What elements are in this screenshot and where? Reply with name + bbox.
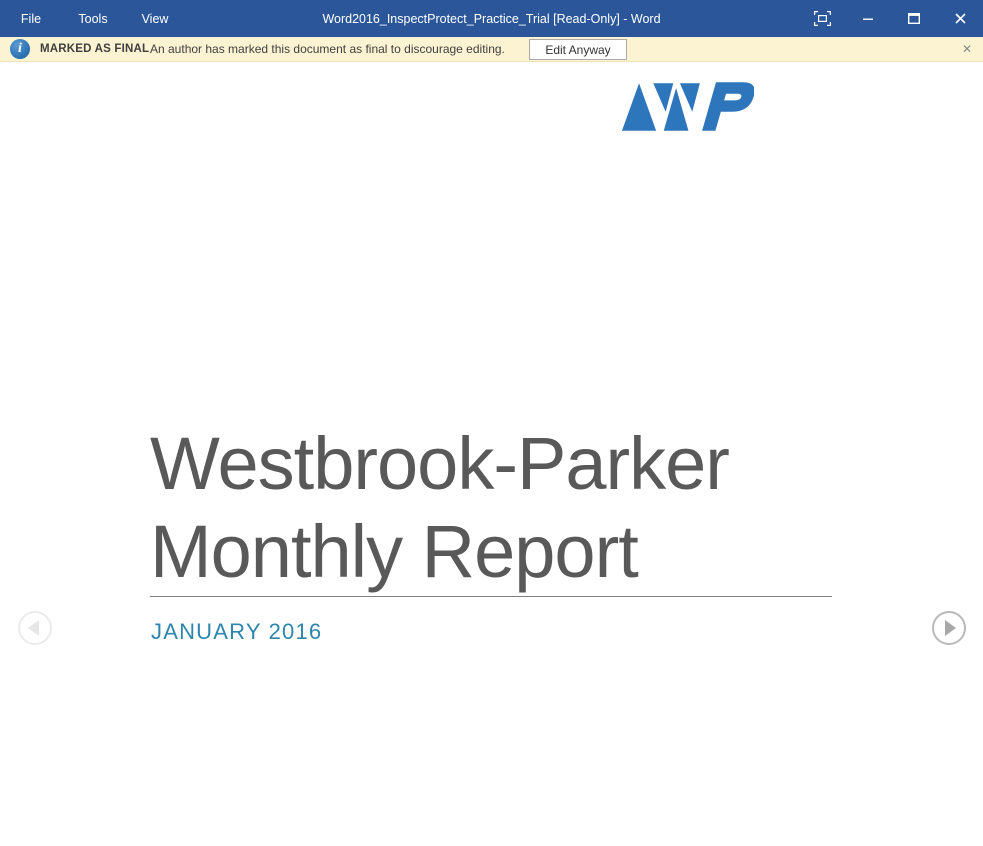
- arrow-left-icon: [28, 620, 39, 636]
- close-icon: [955, 13, 966, 24]
- arrow-right-icon: [945, 620, 956, 636]
- menu-file[interactable]: File: [20, 11, 42, 26]
- read-mode-menu: [0, 0, 186, 37]
- window-title: Word2016_InspectProtect_Practice_Trial [Read-Only] - Word: [322, 11, 661, 26]
- wp-company-logo: [621, 81, 754, 138]
- minimize-icon: [863, 14, 873, 24]
- title-bar: [0, 0, 983, 37]
- minimize-button[interactable]: [845, 0, 891, 37]
- message-bar-text: An author has marked this document as final to discourage editing.: [150, 42, 505, 56]
- window-controls: [799, 0, 983, 37]
- auto-hide-ribbon-button[interactable]: [799, 0, 845, 37]
- document-title-line1: Westbrook-Parker: [150, 422, 729, 505]
- menu-tools[interactable]: Tools: [78, 11, 108, 26]
- logo-letter-p: [702, 82, 754, 130]
- previous-page-button[interactable]: [18, 611, 52, 645]
- logo-w-left-wedge: [653, 83, 673, 112]
- next-page-button[interactable]: [932, 611, 966, 645]
- maximize-button[interactable]: [891, 0, 937, 37]
- info-icon: i: [10, 39, 30, 59]
- marked-as-final-message-bar: [0, 37, 983, 62]
- document-title: [150, 420, 850, 596]
- document-subtitle: JANUARY 2016: [151, 619, 323, 644]
- maximize-icon: [908, 13, 920, 24]
- message-bar-label: MARKED AS FINAL: [40, 43, 150, 55]
- menu-view[interactable]: View: [141, 11, 169, 26]
- edit-anyway-button[interactable]: Edit Anyway: [529, 39, 627, 60]
- auto-hide-ribbon-icon: [814, 11, 831, 26]
- logo-w-right-wedge: [680, 83, 700, 112]
- document-title-line2: Monthly Report: [150, 510, 638, 593]
- logo-triangle-a: [622, 83, 656, 131]
- close-button[interactable]: [937, 0, 983, 37]
- title-divider-line: [150, 596, 832, 597]
- message-bar-close-icon[interactable]: ✕: [961, 42, 973, 56]
